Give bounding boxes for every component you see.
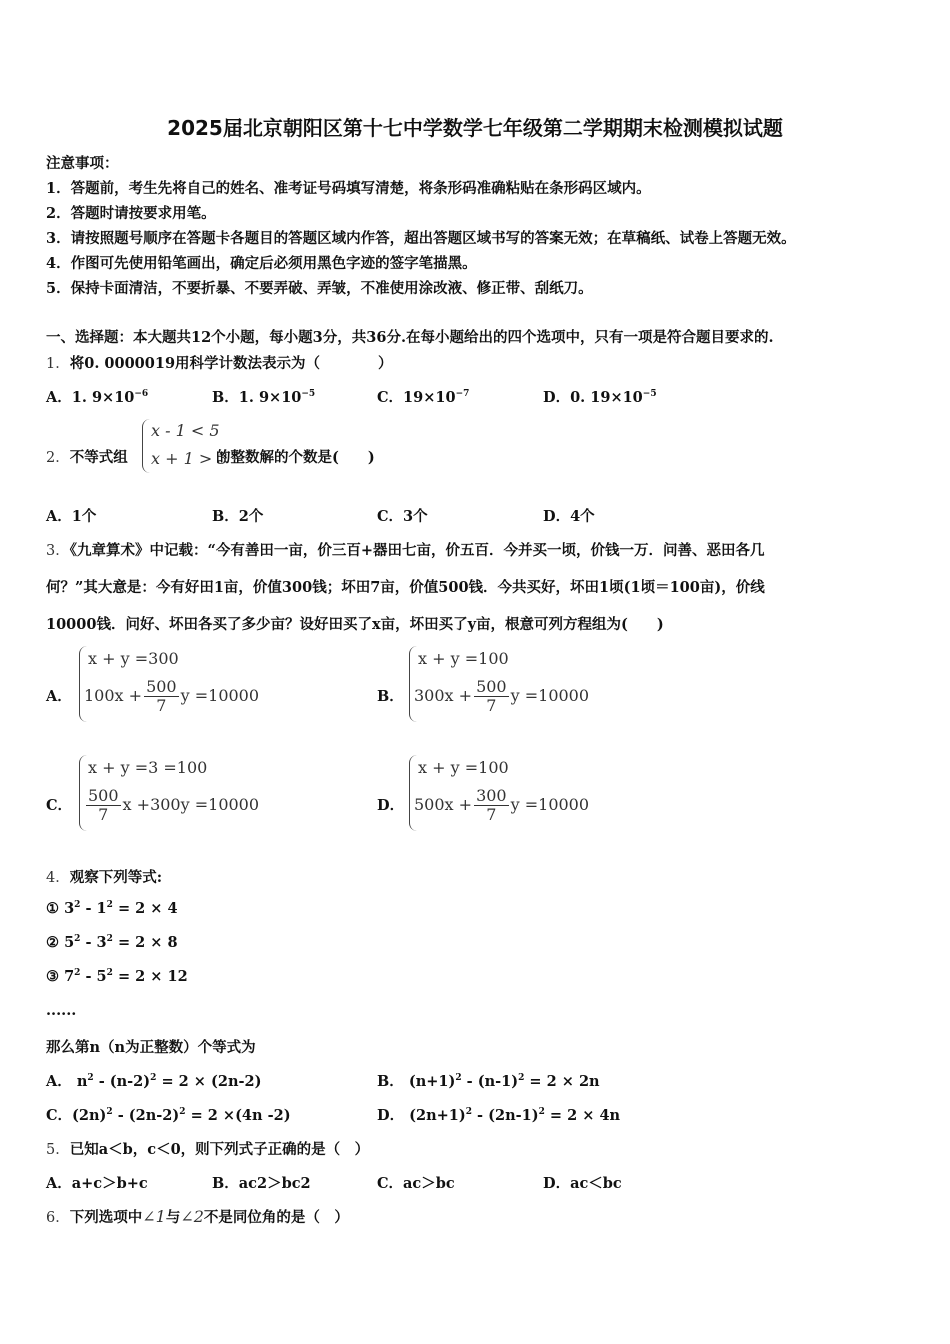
q2-option-c: C．3个: [377, 508, 428, 525]
brace: [142, 419, 150, 473]
q3-option-d-label: D．: [377, 797, 405, 814]
q3-option-d-system: x + y =100 500x + $\frac{300}{7}$ y =10000: [409, 755, 609, 831]
q2-option-a: A．1个: [46, 508, 97, 525]
inequality-1: x - 1 < 5: [151, 421, 220, 440]
q5-option-c: C．ac＞bc: [377, 1175, 455, 1192]
q3-option-b-system: x + y =100 300x + $\frac{500}{7}$ y =10000: [409, 646, 609, 722]
q4-option-b: B． $(n+1)^2 - (n-1)^2 = 2 \times 2n$: [377, 1073, 600, 1090]
notice-item: 1．答题前，考生先将自己的姓名、准考证号码填写清楚，将条形码准确粘贴在条形码区域内。: [46, 180, 651, 197]
q1-option-c: C．$19\times 10^{-7}$: [377, 389, 470, 406]
question-2: 2．不等式组: [46, 449, 128, 466]
q2-text-after: 的整数解的个数是( ): [216, 449, 375, 466]
question-number: 1．: [46, 356, 70, 372]
q3-option-a-system: x + y =300 100x + $\frac{500}{7}$ y =10000: [79, 646, 279, 722]
inequality-system: [142, 419, 228, 473]
q4-ask: 那么第n（n为正整数）个等式为: [46, 1039, 256, 1056]
q5-option-b: B．ac2＞bc2: [212, 1175, 311, 1192]
q2-option-b: B．2个: [212, 508, 264, 525]
q3-option-a-label: A．: [46, 688, 72, 705]
notice-heading: 注意事项：: [46, 155, 119, 172]
notice-item: 5．保持卡面清洁，不要折暴、不要弄破、弄皱，不准使用涂改液、修正带、刮纸刀。: [46, 280, 593, 297]
question-4: 4．观察下列等式:: [46, 869, 163, 886]
q5-option-a: A．a+c＞b+c: [46, 1175, 148, 1192]
q5-option-d: D．ac＜bc: [543, 1175, 622, 1192]
q4-equation-1: ① $3^2 - 1^2 = 2 \times 4$: [46, 900, 178, 917]
question-6: 6．下列选项中∠1与∠2不是同位角的是（ ）: [46, 1207, 349, 1226]
q4-ellipsis: ......: [46, 1002, 77, 1019]
exam-title: 2025届北京朝阳区第十七中学数学七年级第二学期期末检测模拟试题: [167, 116, 783, 140]
q2-option-d: D．4个: [543, 508, 595, 525]
q3-option-c-label: C．: [46, 797, 73, 814]
q4-equation-3: ③ $7^2 - 5^2 = 2 \times 12$: [46, 968, 188, 985]
question-3-line2: 何？”其大意是：今有好田1亩，价值300钱；坏田7亩，价值500钱．今共买好，坏田1顷(1顷＝100亩)，价线: [46, 579, 765, 596]
q1-option-d: D．0. $19\times 10^{-5}$: [543, 389, 657, 406]
notice-item: 2．答题时请按要求用笔。: [46, 205, 216, 222]
q4-option-d: D． $(2n+1)^2 - (2n-1)^2 = 2 \times 4n$: [377, 1107, 621, 1124]
notice-item: 4．作图可先使用铅笔画出，确定后必须用黑色字迹的签字笔描黑。: [46, 255, 477, 272]
q4-option-c: C．$(2n)^2 - (2n-2)^2 = 2 \times(4n$ -2): [46, 1107, 291, 1124]
question-1: [46, 352, 393, 373]
question-3-line3: 10000钱．问好、坏田各买了多少亩？设好田买了x亩，坏田买了y亩，根意可列方程组为( ): [46, 616, 664, 633]
inequality-2: x + 1 > 3: [151, 449, 228, 468]
notice-item: 3．请按照题号顺序在答题卡各题目的答题区域内作答，超出答题区域书写的答案无效；在草稿纸、试卷上答题无效。: [46, 230, 796, 247]
q3-option-c-system: x + y =3 =100 $\frac{500}{7}$ x +300y =10000: [79, 755, 279, 831]
question-text: 将0. 0000019用科学计数法表示为（ ）: [69, 355, 393, 372]
q4-equation-2: ② $5^2 - 3^2 = 2 \times 8$: [46, 934, 178, 951]
q3-option-b-label: B．: [377, 688, 404, 705]
q1-option-b: B．1. $9\times 10^{-5}$: [212, 389, 316, 406]
q1-option-a: A．1. $9\times 10^{-6}$: [46, 389, 149, 406]
section-heading: 一、选择题：本大题共12个小题，每小题3分，共36分.在每小题给出的四个选项中，只有一项是符合题目要求的.: [46, 329, 774, 346]
question-5: 5．已知a＜b，c＜0，则下列式子正确的是（ ）: [46, 1141, 370, 1158]
question-3: 3．《九章算术》中记载：“今有善田一亩，价三百+器田七亩，价五百．今并买一顷，价钱一万．问善、恶田各几: [46, 542, 765, 559]
q4-option-a: A． $n^2 - (n-2)^2 = 2 \times (2n-2)$: [46, 1073, 262, 1090]
